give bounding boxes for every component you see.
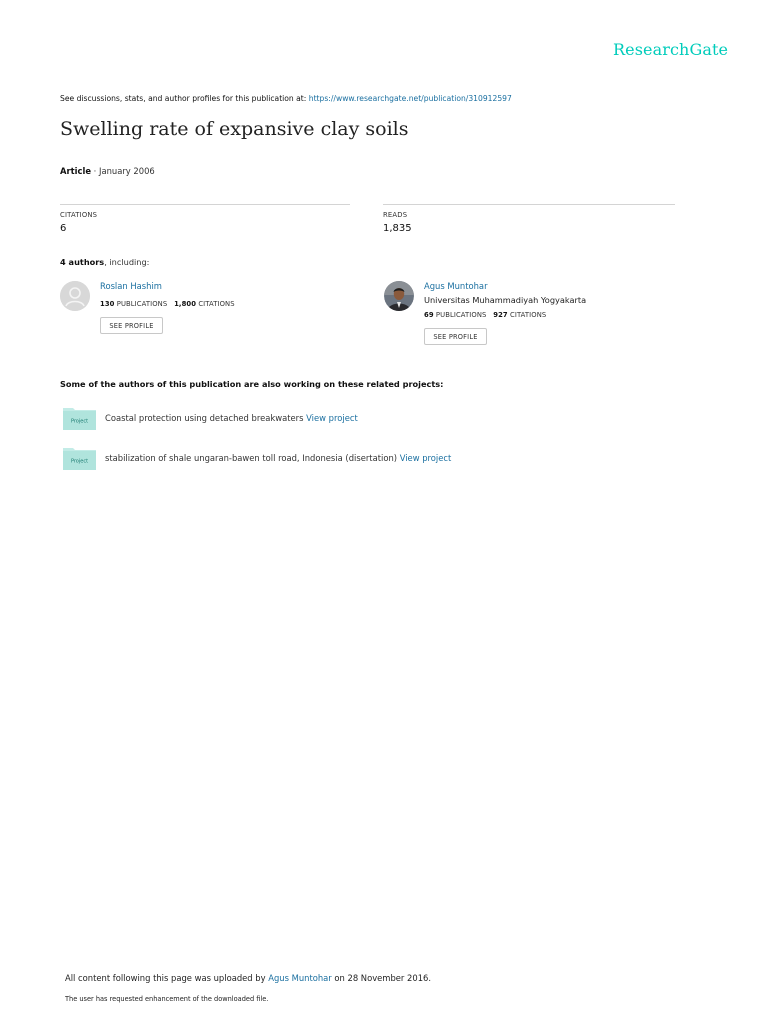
see-discussions-line [60,94,512,103]
project-icon-label: Project [70,458,89,465]
upload-suffix: on 28 November 2016. [331,973,432,983]
author-name-link[interactable]: Roslan Hashim [100,281,162,291]
publication-url-link[interactable]: https://www.researchgate.net/publication/310912597 [308,94,512,103]
authors-intro [60,257,149,267]
publication-type: Article [60,166,92,176]
author-photo[interactable] [384,281,414,311]
download-note: The user has requested enhancement of the downloaded file. [65,995,269,1003]
related-projects-heading: Some of the authors of this publication are also working on these related projects: [60,379,444,389]
view-project-link[interactable]: View project [399,453,452,463]
authors-count: 4 authors [60,257,105,267]
author-name-link[interactable]: Agus Muntohar [424,281,488,291]
author-publications-count: 130 [100,300,115,308]
project-title: Coastal protection using detached breakwaters [105,413,307,423]
citations-divider [60,204,350,205]
project-item [105,413,358,423]
author-stats [424,311,546,319]
project-icon-label: Project [70,418,89,425]
reads-divider [383,204,675,205]
author-stats [100,300,235,308]
person-silhouette-icon [60,281,90,311]
publications-label: PUBLICATIONS [433,311,487,319]
upload-prefix: All content following this page was uploaded by [65,973,269,983]
project-title: stabilization of shale ungaran-bawen toll road, Indonesia (disertation) [105,453,400,463]
author-institution: Universitas Muhammadiyah Yogyakarta [424,295,587,305]
project-item [105,453,451,463]
researchgate-logo[interactable]: ResearchGate [613,40,729,59]
citations-value: 6 [60,223,67,234]
citations-label: CITATIONS [507,311,547,319]
reads-value: 1,835 [383,223,412,234]
uploader-link[interactable]: Agus Muntohar [268,973,332,983]
see-discussions-text: See discussions, stats, and author profiles for this publication at: [60,94,309,103]
publication-date: · January 2006 [91,166,155,176]
author-citations-count: 1,800 [174,300,197,308]
see-profile-button[interactable]: SEE PROFILE [100,317,163,334]
author-portrait-icon [384,281,414,311]
author-publications-count: 69 [424,311,434,319]
author-citations-count: 927 [493,311,508,319]
avatar-placeholder[interactable] [60,281,90,311]
authors-suffix: , including: [104,257,150,267]
see-profile-button[interactable]: SEE PROFILE [424,328,487,345]
project-folder-icon [63,446,96,470]
view-project-link[interactable]: View project [306,413,358,423]
reads-label: READS [383,211,408,219]
publications-label: PUBLICATIONS [114,300,168,308]
citations-label: CITATIONS [60,211,98,219]
project-folder-icon [63,406,96,430]
publication-meta [60,166,155,176]
upload-info [65,973,431,983]
publication-title: Swelling rate of expansive clay soils [60,118,409,140]
citations-label: CITATIONS [196,300,235,308]
